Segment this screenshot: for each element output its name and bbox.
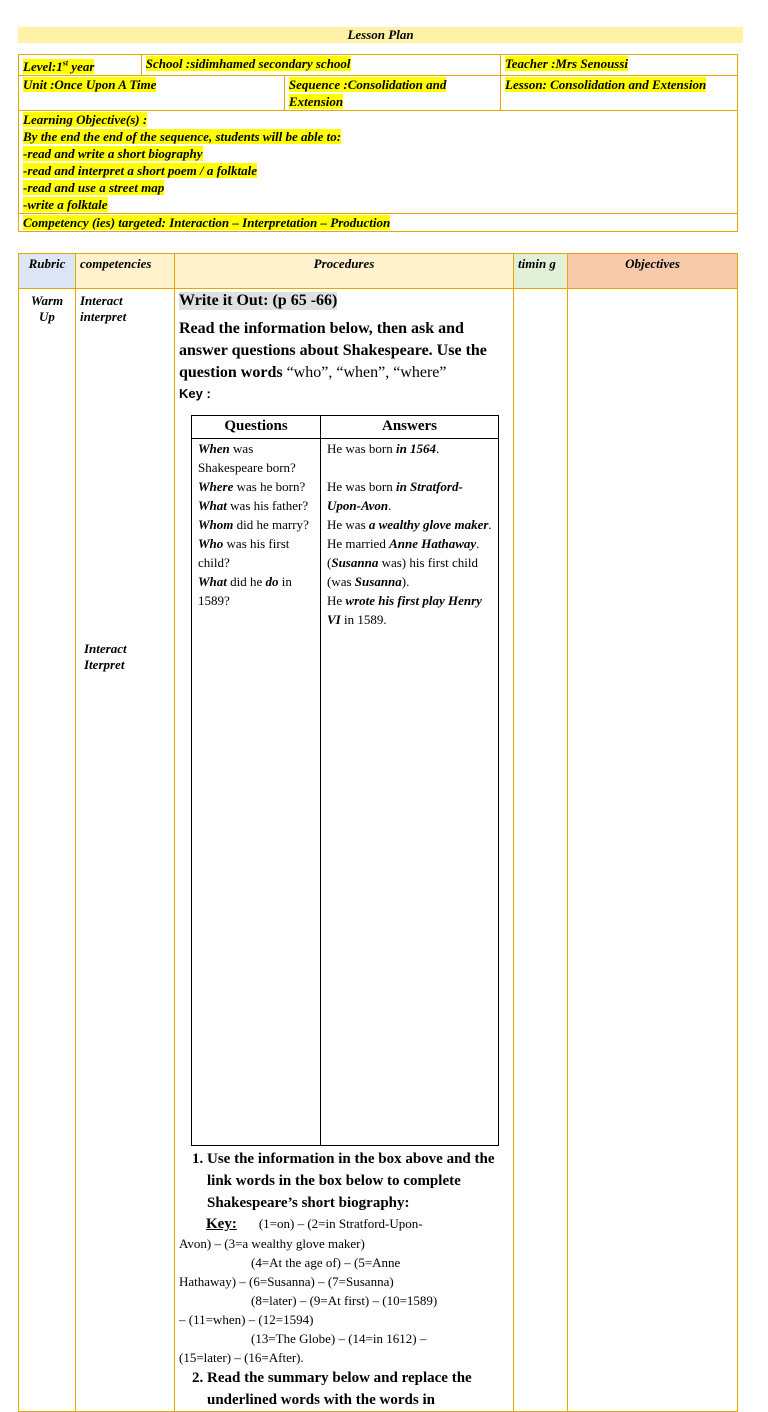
level-sup: st: [62, 59, 69, 68]
procedures-header: Procedures: [175, 254, 514, 289]
objective-item: -read and write a short biography: [23, 146, 203, 162]
key-line: Avon) – (3=a wealthy glove maker): [179, 1236, 365, 1251]
questions-header: Questions: [192, 416, 321, 439]
competency-item: interpret: [80, 309, 127, 324]
school-text: School :sidimhamed secondary school: [145, 56, 351, 71]
exercise-2-text: Read the summary below and replace the underlined words with the words in: [207, 1370, 472, 1408]
exercise-1-key: [179, 1214, 509, 1367]
competency-item: Iterpret: [84, 657, 125, 672]
questions-column: When was Shakespeare born? Where was he born? What was his father? Whom did he marry? Who was his first child? What did he do in 1589?: [192, 439, 321, 1146]
objectives-cell-body: [568, 289, 738, 1412]
rubric-cell: Warm Up: [19, 289, 76, 1412]
sequence-text: Sequence :Consolidation and Extension: [288, 77, 447, 110]
competency-cell: [19, 214, 738, 232]
school-cell: [141, 55, 500, 76]
rubric-header: Rubric: [19, 254, 76, 289]
competency-text: Competency (ies) targeted: Interaction – Interpretation – Production: [23, 215, 391, 231]
key-line: (4=At the age of) – (5=Anne: [251, 1255, 401, 1270]
sequence-cell: [284, 76, 500, 111]
answers-column: He was born in 1564. He was born in Stratford-Upon-Avon. He was a wealthy glove maker. He married Anne Hathaway. (Susanna was) his first child (was Susanna). He wrote his first play Henry VI in 1589.: [321, 439, 499, 1146]
objective-item: -read and use a street map: [23, 180, 165, 196]
key-line: (15=later) – (16=After).: [179, 1350, 304, 1365]
competency-item: Interact: [84, 641, 127, 656]
question-words: “who”, “when”, “where”: [282, 364, 447, 381]
lesson-cell: [501, 76, 738, 111]
exercise-item-1: [179, 1148, 509, 1367]
page-title: Lesson Plan: [18, 27, 743, 43]
procedures-cell: [175, 289, 514, 1412]
competencies-cell: [76, 289, 175, 1412]
competency-item: Interact: [80, 293, 123, 308]
level-label: Level:1: [23, 59, 63, 75]
key-line: Hathaway) – (6=Susanna) – (7=Susanna): [179, 1274, 394, 1289]
key-line: – (11=when) – (12=1594): [179, 1312, 314, 1327]
key-line: (1=on) – (2=in Stratford-Upon-: [258, 1216, 423, 1231]
unit-cell: [19, 76, 285, 111]
competencies-header: competencies: [76, 254, 175, 289]
procedures-table: [18, 253, 738, 1412]
objectives-header: Objectives: [568, 254, 738, 289]
lesson-info-table: [18, 54, 738, 232]
instruction-bold: Read the information below, then ask and answer questions about Shakespeare. Use the question words: [179, 320, 487, 381]
write-it-out-heading: Write it Out: (p 65 -66): [179, 292, 338, 309]
answers-header: Answers: [321, 416, 499, 439]
objectives-title: Learning Objective(s) :: [23, 112, 148, 128]
lesson-text: Lesson: Consolidation and Extension: [505, 77, 707, 93]
key-line: (13=The Globe) – (14=in 1612) –: [251, 1331, 427, 1346]
key-label-underlined: Key:: [206, 1216, 237, 1232]
objective-item: -read and interpret a short poem / a folktale: [23, 163, 257, 179]
instruction-text: [179, 318, 509, 384]
teacher-cell: [500, 55, 737, 76]
key-label: Key :: [179, 386, 211, 401]
timing-cell: [514, 289, 568, 1412]
exercise-1-text: Use the information in the box above and the link words in the box below to complete Shakespeare’s short biography:: [207, 1151, 495, 1211]
key-line: (8=later) – (9=At first) – (10=1589): [251, 1293, 438, 1308]
objectives-cell: [19, 111, 738, 214]
level-rest: year: [68, 59, 95, 75]
exercise-item-2: [207, 1367, 509, 1411]
objective-item: -write a folktale: [23, 197, 108, 213]
timing-header: timin g: [514, 254, 568, 289]
teacher-text: Teacher :Mrs Senoussi: [504, 56, 629, 71]
objectives-intro: By the end the end of the sequence, students will be able to:: [23, 129, 342, 145]
exercise-list: [179, 1148, 509, 1411]
unit-text: Unit :Once Upon A Time: [23, 77, 157, 93]
level-cell: [19, 55, 142, 76]
qa-table: [191, 415, 499, 1146]
